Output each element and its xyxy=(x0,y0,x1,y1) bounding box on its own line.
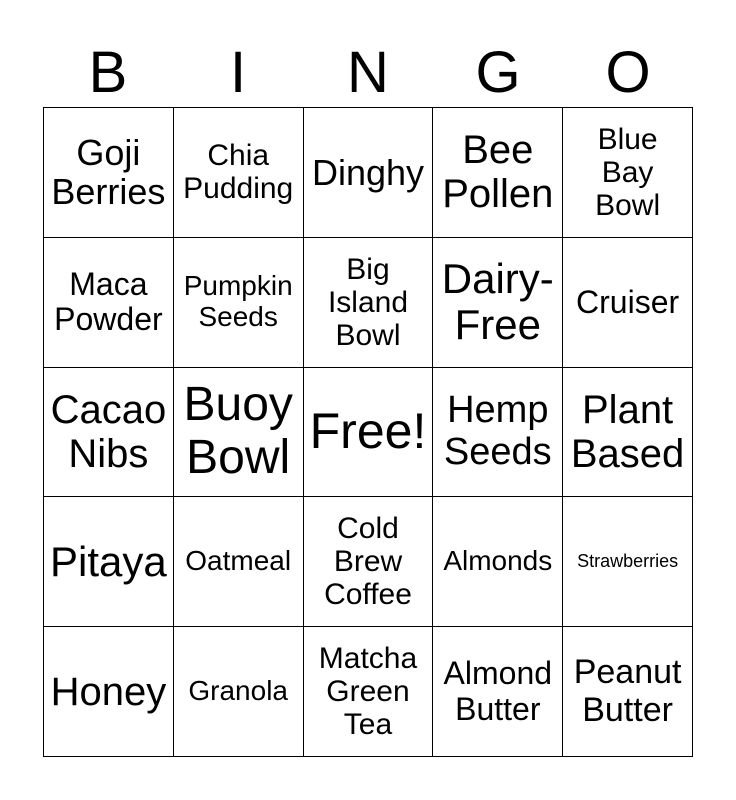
bingo-cell-label: Hemp Seeds xyxy=(443,389,552,473)
bingo-cell[interactable] xyxy=(304,238,434,368)
bingo-cell[interactable] xyxy=(304,497,434,627)
bingo-cell[interactable] xyxy=(44,627,174,757)
bingo-cell[interactable] xyxy=(174,108,304,238)
bingo-cell[interactable] xyxy=(174,238,304,368)
bingo-header xyxy=(43,38,693,108)
bingo-cell-label: Buoy Bowl xyxy=(183,378,293,484)
bingo-cell[interactable] xyxy=(44,368,174,498)
bingo-cell-label: Plant Based xyxy=(570,387,685,476)
bingo-cell-label: Cruiser xyxy=(576,283,680,320)
header-letter-b: B xyxy=(88,40,128,105)
bingo-cell[interactable] xyxy=(563,238,693,368)
bingo-cell-label: Honey xyxy=(50,669,167,714)
header-letter-i: I xyxy=(229,40,247,105)
bingo-cell-label: Free! xyxy=(309,403,427,460)
bingo-cell[interactable] xyxy=(563,627,693,757)
bingo-cell[interactable] xyxy=(174,497,304,627)
bingo-cell[interactable] xyxy=(44,497,174,627)
bingo-cell[interactable] xyxy=(563,108,693,238)
bingo-cell[interactable] xyxy=(304,368,434,498)
bingo-cell-label: Dairy- Free xyxy=(441,255,554,349)
bingo-cell-label: Pitaya xyxy=(50,537,167,585)
header-letter-n: N xyxy=(347,40,389,105)
bingo-cell-label: Granola xyxy=(188,675,288,707)
bingo-cell-label: Pumpkin Seeds xyxy=(183,270,293,333)
header-letter-o: O xyxy=(605,40,651,105)
bingo-cell-label: Oatmeal xyxy=(185,545,292,577)
bingo-cell-label: Dinghy xyxy=(311,151,425,193)
bingo-cell[interactable] xyxy=(563,497,693,627)
bingo-cell[interactable] xyxy=(304,108,434,238)
bingo-cell-label: Cacao Nibs xyxy=(50,387,167,476)
bingo-cell-label: Bee Pollen xyxy=(442,128,554,217)
bingo-cell[interactable] xyxy=(433,497,563,627)
bingo-cell-label: Matcha Green Tea xyxy=(318,642,418,742)
bingo-cell-label: Big Island Bowl xyxy=(327,252,409,352)
bingo-cell[interactable] xyxy=(304,627,434,757)
bingo-cell-label: Cold Brew Coffee xyxy=(324,512,412,612)
bingo-cell-label: Chia Pudding xyxy=(183,139,294,206)
bingo-cell-label: Peanut Butter xyxy=(573,653,682,729)
bingo-cell-label: Strawberries xyxy=(577,550,679,571)
bingo-cell[interactable] xyxy=(44,238,174,368)
bingo-cell-label: Blue Bay Bowl xyxy=(595,122,661,222)
bingo-cell[interactable] xyxy=(174,368,304,498)
bingo-cell[interactable] xyxy=(174,627,304,757)
bingo-cell[interactable] xyxy=(563,368,693,498)
header-letter-g: G xyxy=(475,40,521,105)
bingo-card xyxy=(43,107,693,757)
bingo-cell[interactable] xyxy=(433,108,563,238)
bingo-cell-label: Almonds xyxy=(443,545,553,577)
bingo-cell[interactable] xyxy=(433,368,563,498)
bingo-cell-label: Almond Butter xyxy=(443,655,553,727)
bingo-cell-label: Goji Berries xyxy=(51,131,166,213)
bingo-cell[interactable] xyxy=(433,627,563,757)
bingo-cell[interactable] xyxy=(433,238,563,368)
bingo-cell[interactable] xyxy=(44,108,174,238)
bingo-cell-label: Maca Powder xyxy=(54,266,163,338)
